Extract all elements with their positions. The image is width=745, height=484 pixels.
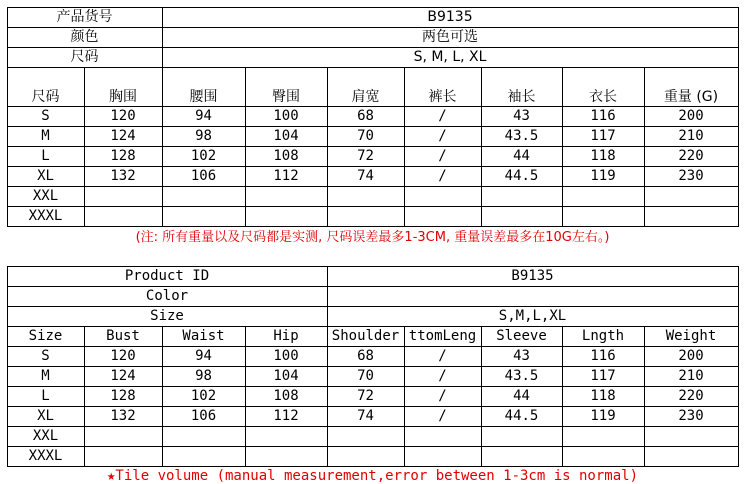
column-header: 肩宽: [351, 89, 380, 105]
table-cell: 43: [513, 348, 530, 364]
table-cell: 44: [513, 148, 530, 164]
table-cell: 44: [513, 388, 530, 404]
table-cell: 102: [190, 148, 217, 164]
column-header: 裤长: [428, 89, 457, 105]
table-cell: 94: [195, 348, 212, 364]
table-cell: 94: [195, 108, 212, 124]
size-cell: XL: [37, 408, 54, 424]
column-header: Hip: [273, 328, 299, 344]
table-cell: 74: [357, 408, 374, 424]
table-cell: [562, 186, 644, 206]
table-cell: 230: [678, 408, 704, 424]
table-cell: 124: [110, 128, 136, 144]
table-cell: [481, 206, 562, 226]
table-cell: 106: [190, 168, 217, 184]
table-cell: 112: [273, 408, 299, 424]
table-cell: 200: [678, 348, 704, 364]
table-cell: [245, 426, 327, 446]
table-cell: /: [438, 348, 447, 364]
table-cell: 230: [678, 168, 704, 184]
table-cell: 98: [195, 128, 212, 144]
column-header: 胸围: [109, 89, 137, 105]
table-cell: [162, 426, 245, 446]
note-en: [7, 467, 738, 484]
table-cell: /: [438, 408, 447, 424]
table-cell: [245, 446, 327, 466]
table-cell: 220: [678, 388, 704, 404]
table-cell: 132: [110, 408, 136, 424]
table-cell: [562, 446, 644, 466]
table-cell: 220: [678, 148, 704, 164]
table-cell: [404, 186, 481, 206]
table-cell: [327, 186, 404, 206]
size-value: S,M,L,XL: [498, 308, 567, 324]
size-cell: XXL: [32, 188, 59, 204]
grid-line: [7, 226, 739, 227]
table-cell: [162, 186, 245, 206]
table-cell: 104: [273, 368, 299, 384]
column-header: 臀围: [272, 89, 300, 105]
size-cell: XXXL: [28, 208, 63, 224]
table-cell: [245, 186, 327, 206]
table-cell: /: [438, 368, 447, 384]
table-cell: [162, 206, 245, 226]
table-cell: 119: [590, 408, 616, 424]
table-cell: [327, 206, 404, 226]
table-cell: [84, 186, 162, 206]
table-cell: 112: [273, 168, 299, 184]
table-cell: /: [438, 128, 447, 144]
table-cell: [481, 186, 562, 206]
table-cell: [327, 426, 404, 446]
table-cell: 74: [357, 168, 374, 184]
table-cell: 128: [110, 388, 136, 404]
table-cell: [404, 426, 481, 446]
column-header: Waist: [182, 328, 225, 344]
table-cell: /: [438, 388, 447, 404]
table-cell: [481, 426, 562, 446]
column-header: Bust: [106, 328, 140, 344]
product-label: Product ID: [124, 268, 210, 284]
table-cell: 118: [590, 388, 616, 404]
table-cell: [84, 426, 162, 446]
table-cell: [644, 446, 738, 466]
column-header: 重量 (G): [663, 89, 719, 105]
size-cell: S: [41, 108, 50, 124]
table-cell: 100: [273, 108, 299, 124]
table-cell: 200: [678, 108, 704, 124]
table-cell: 100: [273, 348, 299, 364]
column-header: Size: [28, 328, 63, 344]
table-cell: 119: [590, 168, 616, 184]
table-cell: 43: [513, 108, 530, 124]
table-cell: 44.5: [504, 408, 539, 424]
color-label: Color: [145, 288, 189, 304]
table-cell: /: [438, 148, 447, 164]
color-value: [327, 286, 738, 306]
size-cell: S: [41, 348, 50, 364]
table-cell: [84, 206, 162, 226]
table-cell: [162, 446, 245, 466]
table-cell: 120: [110, 348, 136, 364]
color-value: 两色可选: [422, 29, 478, 45]
note-cn: (注: 所有重量以及尺码都是实测, 尺码误差最多1-3CM, 重量误差最多在10G左右。): [135, 229, 610, 245]
table-cell: 116: [590, 348, 616, 364]
table-cell: 106: [190, 408, 217, 424]
table-cell: [404, 446, 481, 466]
table-cell: 43.5: [504, 128, 539, 144]
column-header: 尺码: [31, 89, 60, 105]
table-cell: 43.5: [504, 368, 539, 384]
note-text: Tile volume (manual measurement,error between 1-3cm is normal): [115, 467, 639, 484]
table-cell: 210: [678, 128, 704, 144]
column-header: Lngth: [581, 328, 625, 344]
table-cell: 72: [357, 148, 374, 164]
table-cell: 132: [110, 168, 136, 184]
grid-line: [738, 266, 739, 467]
table-cell: 120: [110, 108, 136, 124]
table-cell: /: [438, 168, 447, 184]
table-cell: 70: [357, 128, 374, 144]
table-cell: 117: [590, 128, 616, 144]
star-icon: ★: [106, 467, 116, 484]
size-value: S, M, L, XL: [413, 49, 487, 65]
size-cell: M: [41, 128, 50, 144]
table-cell: [644, 426, 738, 446]
column-header: Shoulder: [331, 328, 400, 344]
column-header: 衣长: [589, 89, 617, 105]
table-cell: [404, 206, 481, 226]
table-cell: 128: [110, 148, 136, 164]
size-cell: XXXL: [28, 448, 63, 464]
size-cell: M: [41, 368, 50, 384]
column-header: Sleeve: [496, 328, 547, 344]
table-cell: 118: [590, 148, 616, 164]
table-cell: 210: [678, 368, 704, 384]
size-cell: XXL: [32, 428, 59, 444]
table-cell: 104: [273, 128, 299, 144]
table-cell: [644, 206, 738, 226]
table-cell: 116: [590, 108, 616, 124]
table-cell: 102: [190, 388, 217, 404]
table-cell: [562, 206, 644, 226]
table-cell: /: [438, 108, 447, 124]
column-header: 袖长: [507, 89, 536, 105]
product-value: B9135: [427, 9, 473, 25]
table-cell: 70: [357, 368, 374, 384]
product-value: B9135: [511, 268, 554, 284]
size-cell: XL: [37, 168, 54, 184]
product-label: 产品货号: [56, 9, 113, 25]
table-cell: [481, 446, 562, 466]
table-cell: 68: [357, 348, 374, 364]
table-cell: [644, 186, 738, 206]
table-cell: [245, 206, 327, 226]
table-cell: 68: [357, 108, 374, 124]
column-header: ttomLeng: [408, 328, 477, 344]
grid-line: [738, 7, 739, 227]
table-cell: [84, 446, 162, 466]
column-header: 腰围: [189, 89, 218, 105]
table-cell: 108: [273, 388, 299, 404]
table-cell: 44.5: [504, 168, 539, 184]
table-cell: 124: [110, 368, 136, 384]
table-cell: [562, 426, 644, 446]
table-cell: 108: [273, 148, 299, 164]
color-label: 颜色: [70, 29, 99, 45]
table-cell: 72: [357, 388, 374, 404]
size-cell: L: [41, 148, 50, 164]
size-label: Size: [150, 308, 184, 324]
table-cell: [327, 446, 404, 466]
column-header: Weight: [665, 328, 717, 344]
size-label: 尺码: [70, 49, 99, 65]
size-cell: L: [41, 388, 50, 404]
table-cell: 117: [590, 368, 616, 384]
table-cell: 98: [195, 368, 212, 384]
